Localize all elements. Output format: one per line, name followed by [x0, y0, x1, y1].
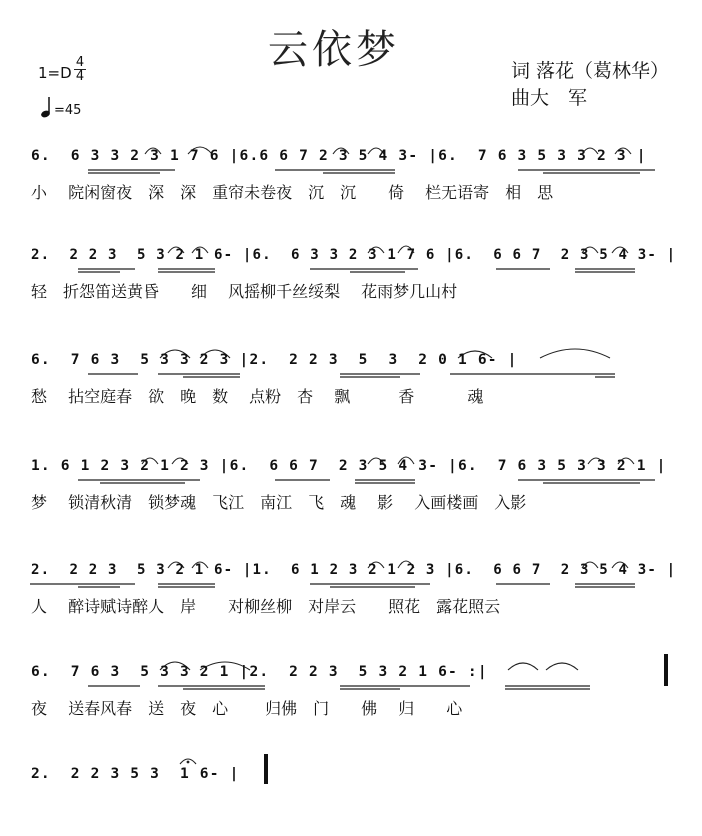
composer-credit: 曲大 军 [511, 87, 588, 109]
notation-line: 2. 2 2 3 5 3 2 1 6- |1. 6 1 2 3 2 1 2 3 |6. 6 6 7 2 3 5 4 3- | [31, 562, 677, 578]
tempo-value: =45 [54, 103, 82, 118]
score-system-6 [0, 664, 702, 734]
score-system-3 [0, 352, 702, 422]
score-system-5 [0, 562, 702, 632]
score-system-7 [0, 766, 702, 836]
score-system-4 [0, 458, 702, 528]
notation-line: 2. 2 2 3 5 3 2 1 6- |6. 6 3 3 2 3 1 7 6 |6. 6 6 7 2 3 5 4 3- | [31, 247, 677, 263]
lyric-line: 人 醉诗赋诗醉人 岸 对柳丝柳 对岸云 照花 露花照云 [31, 597, 501, 616]
score-system-2 [0, 247, 702, 317]
notation-line: 1. 6 1 2 3 2 1 2 3 |6. 6 6 7 2 3 5 4 3- |6. 7 6 3 5 3 3 2 1 | [31, 458, 667, 474]
lyricist-credit: 词 落花（葛林华） [511, 60, 670, 82]
quarter-note-icon [40, 95, 54, 119]
lyric-line: 夜 送春风春 送 夜 心 归佛 门 佛 归 心 [31, 699, 463, 718]
lyric-line: 轻 折怨笛送黄昏 细 风摇柳千丝绥梨 花雨梦几山村 [31, 282, 458, 301]
time-signature [74, 56, 86, 83]
notation-line: 6. 7 6 3 5 3 3 2 3 |2. 2 2 3 5 3 2 0 1 6- | [31, 352, 518, 368]
song-title: 云依梦 [268, 27, 400, 73]
credits [511, 58, 669, 112]
lyric-line: 小 院闲窗夜 深 深 重帘未卷夜 沉 沉 倚 栏无语寄 相 思 [31, 183, 554, 202]
notation-line: 6. 6 3 3 2 3 1 7 6 |6.6 6 7 2 3 5 4 3- |6. 7 6 3 5 3 3 2 3 | [31, 148, 647, 164]
lyric-line: 梦 锁清秋清 锁梦魂 飞江 南江 飞 魂 影 入画楼画 入影 [31, 493, 527, 512]
score-system-1 [0, 148, 702, 218]
lyric-line: 愁 拈空庭春 欲 晚 数 点粉 杏 飘 香 魂 [31, 387, 484, 406]
key-signature: 1=D [38, 64, 72, 82]
time-signature-numerator: 4 [75, 55, 85, 70]
notation-line: 2. 2 2 3 5 3 1 6- | [31, 766, 240, 782]
notation-line: 6. 7 6 3 5 3 3 2 1 |2. 2 2 3 5 3 2 1 6- :| [31, 664, 488, 680]
time-signature-denominator: 4 [75, 69, 85, 84]
